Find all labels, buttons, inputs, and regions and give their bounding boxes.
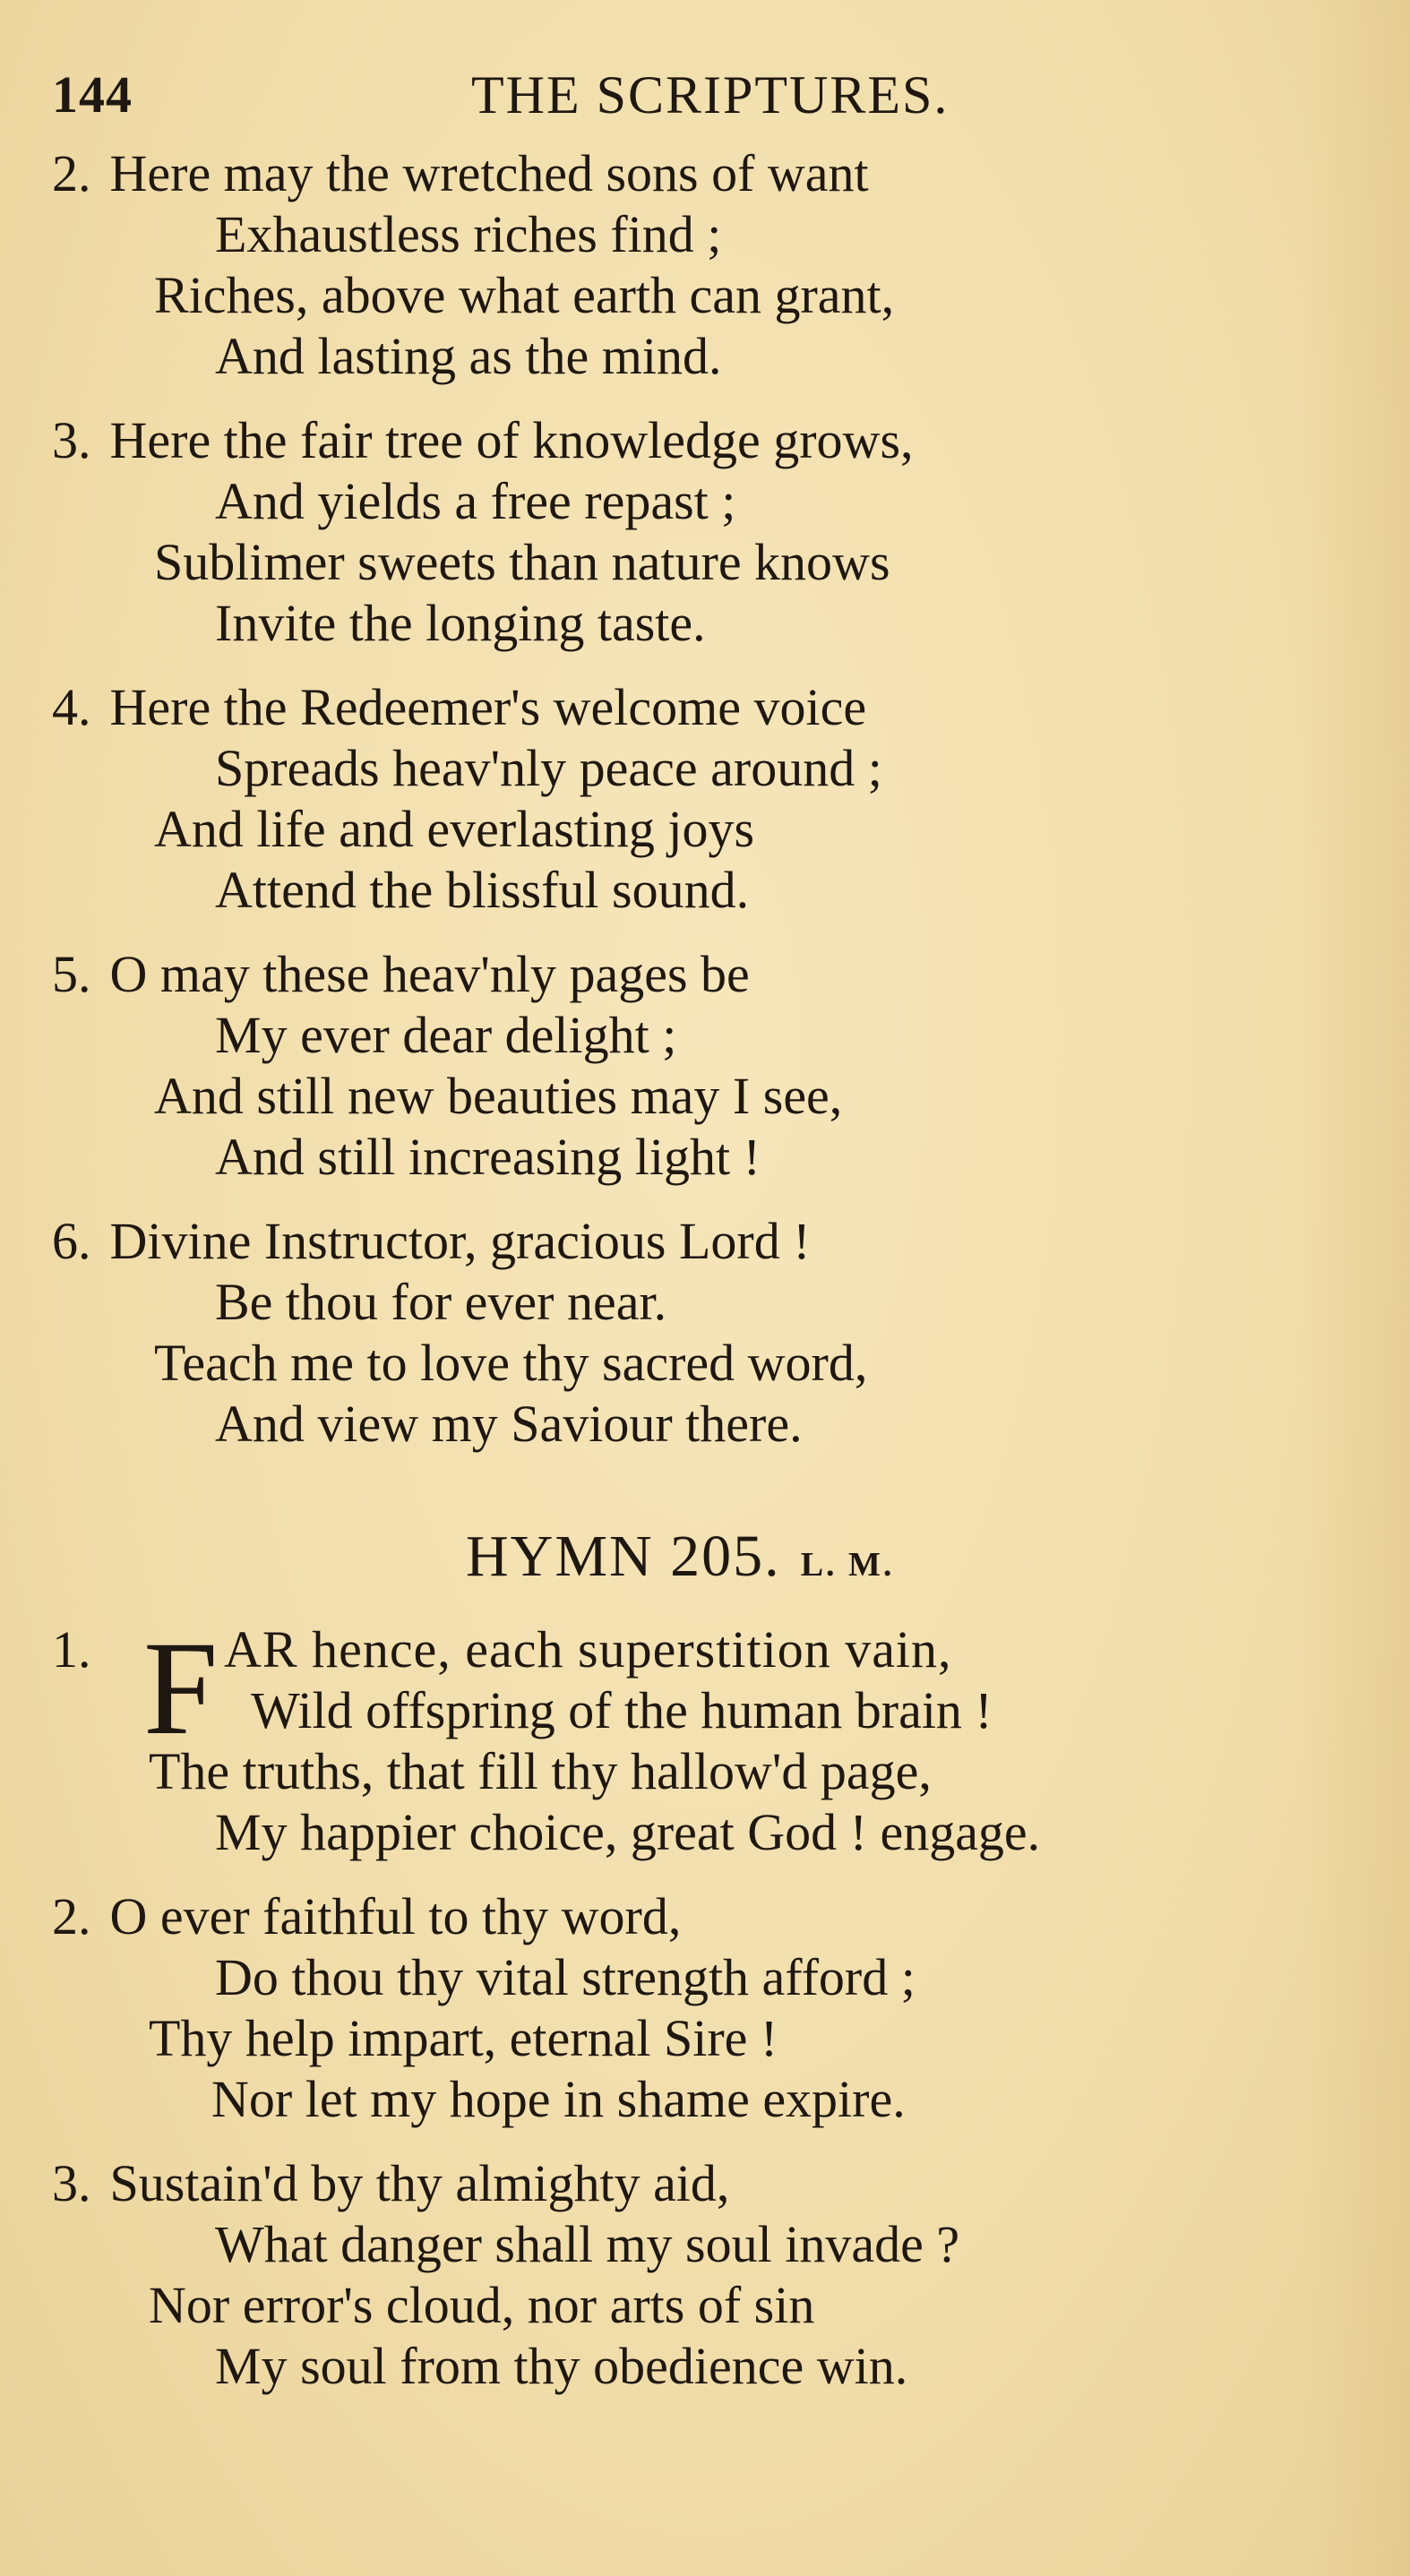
stanza-line: Be thou for ever near. (215, 1273, 667, 1331)
stanza-line: 3. Sustain'd by thy almighty aid, (52, 2154, 730, 2212)
stanza-number: 4. (52, 678, 91, 736)
stanza-line: My happier choice, great God ! engage. (215, 1803, 1041, 1861)
stanza-number: 5. (52, 945, 91, 1003)
stanza-line: And view my Saviour there. (215, 1395, 803, 1453)
stanza-line: 6. Divine Instructor, gracious Lord ! (52, 1212, 811, 1270)
stanza-line: AR hence, each superstition vain, (224, 1620, 952, 1679)
stanza-number: 2. (52, 144, 91, 202)
drop-cap: F (143, 1614, 219, 1763)
stanza-line: Invite the longing taste. (215, 594, 706, 652)
stanza-line: Do thou thy vital strength afford ; (215, 1948, 916, 2006)
stanza-line: 2. Here may the wretched sons of want (52, 144, 869, 202)
running-title: THE SCRIPTURES. (471, 65, 950, 125)
stanza-line: 4. Here the Redeemer's welcome voice (52, 678, 867, 736)
stanza-line: And lasting as the mind. (215, 327, 722, 385)
stanza-line: Nor let my hope in shame expire. (211, 2070, 906, 2128)
stanza-line: And still increasing light ! (215, 1128, 761, 1186)
page-header (52, 64, 1037, 136)
stanza-number: 6. (52, 1212, 91, 1270)
stanza-line: 3. Here the fair tree of knowledge grows, (52, 411, 914, 469)
stanza-line: Spreads heav'nly peace around ; (215, 739, 882, 797)
stanza-line: And still new beauties may I see, (154, 1067, 843, 1125)
hymn-heading (466, 1523, 894, 1591)
stanza-number-line (52, 1619, 97, 1680)
page-number: 144 (52, 65, 133, 124)
stanza-number: 2. (52, 1887, 91, 1945)
stanza-number: 1. (52, 1620, 91, 1679)
page-edge-shading (1303, 0, 1410, 2576)
stanza-line: My soul from thy obedience win. (215, 2337, 908, 2395)
stanza-line: What danger shall my soul invade ? (215, 2215, 960, 2273)
stanza-line: Nor error's cloud, nor arts of sin (149, 2276, 815, 2334)
hymn-meter: L. M. (800, 1546, 895, 1584)
stanza-line: My ever dear delight ; (215, 1006, 677, 1064)
stanza-line: Attend the blissful sound. (215, 861, 750, 919)
stanza-line: Wild offspring of the human brain ! (251, 1681, 993, 1739)
stanza-line: And yields a free repast ; (215, 472, 736, 530)
stanza-line: Exhaustless riches find ; (215, 205, 722, 263)
stanza-number: 3. (52, 2154, 91, 2212)
stanza-line: 2. O ever faithful to thy word, (52, 1887, 682, 1945)
stanza-number: 3. (52, 411, 91, 469)
stanza-line: Riches, above what earth can grant, (154, 266, 895, 324)
stanza-line: The truths, that fill thy hallow'd page, (149, 1742, 932, 1800)
stanza-line: 5. O may these heav'nly pages be (52, 945, 750, 1003)
stanza-line: Sublimer sweets than nature knows (154, 533, 890, 591)
stanza-line: Thy help impart, eternal Sire ! (149, 2009, 778, 2067)
stanza-line: And life and everlasting joys (154, 800, 755, 858)
hymn-title: HYMN 205. (466, 1524, 781, 1589)
stanza-line: Teach me to love thy sacred word, (154, 1334, 868, 1392)
